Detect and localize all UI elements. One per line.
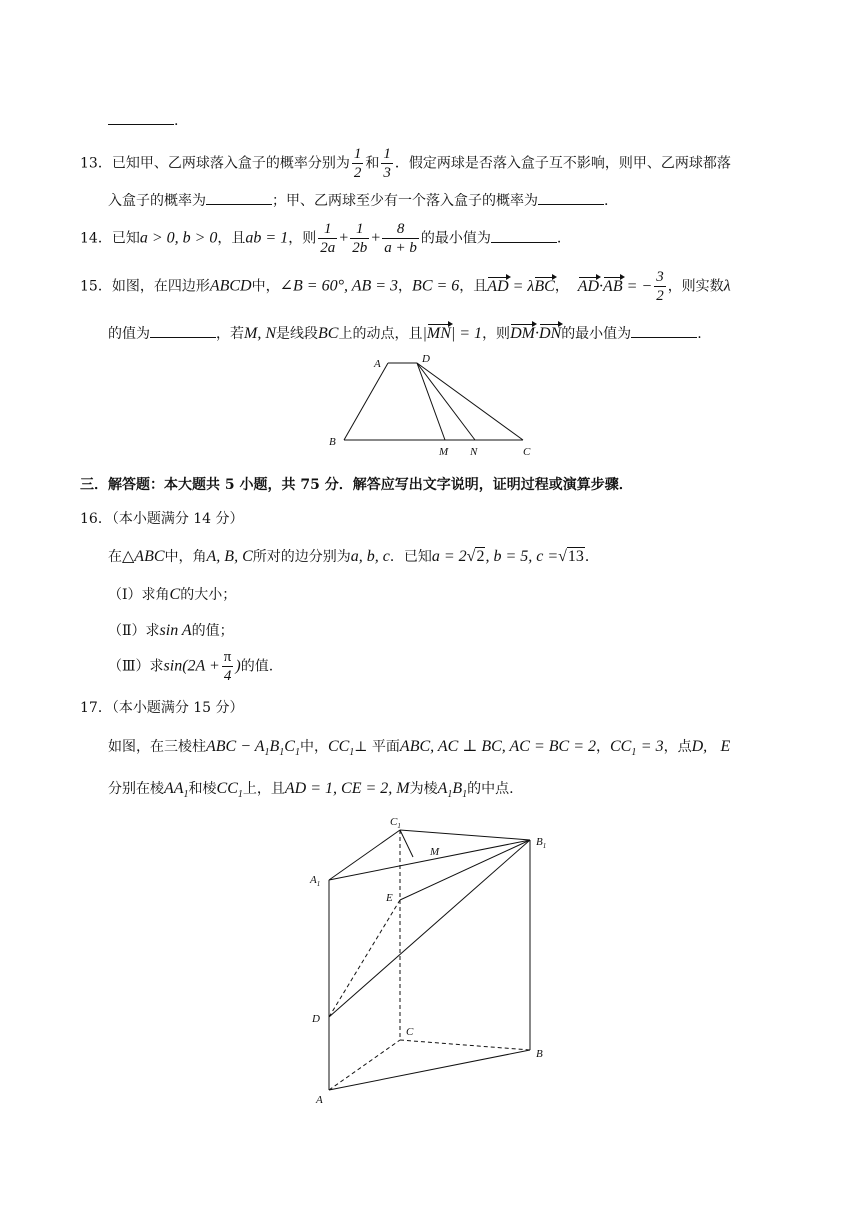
question-16-heading: 16．（本小题满分 14 分） (80, 511, 244, 527)
question-17-heading: 17．（本小题满分 15 分） (80, 700, 244, 716)
label-c: C (406, 1026, 414, 1038)
segment-dn (417, 363, 475, 440)
question-16-part-2: （Ⅱ）求sin A的值； (108, 622, 234, 639)
quadrilateral-figure (320, 350, 550, 460)
segment-ab (344, 363, 388, 440)
section-3-heading: 三．解答题：本大题共 5 小题，共 75 分．解答应写出文字说明，证明过程或演算步骤． (80, 477, 633, 493)
label-m: M (439, 446, 449, 458)
prism-figure (300, 805, 570, 1110)
question-17-line-2: 分别在棱$AA_1$和棱$CC_1$上，且AD = 1, CE = 2, M为棱$A_1B_1$的中点. (108, 780, 514, 801)
label-a: A (374, 358, 381, 370)
segment-db1 (329, 840, 530, 1017)
edge-c1b1 (400, 830, 530, 840)
segment-dm (417, 363, 445, 440)
fraction: $\frac{1}{2}$ (353, 146, 362, 181)
label-e: E (386, 892, 393, 904)
label-b1: $B_1$ (536, 836, 547, 850)
label-a1: $A_1$ (310, 874, 321, 888)
answer-blank-line: . (108, 112, 178, 129)
question-16-part-3: （Ⅲ）求sin(2A + $\frac{\pi}{4}$ )的值. (108, 649, 274, 684)
question-15-line-2: 的值为 ，若M, N是线段BC上的动点，且|MN| = 1，则DM·DN的最小值为 . (108, 325, 702, 342)
segment-dc (417, 363, 523, 440)
label-n: N (470, 446, 478, 458)
segment-eb1 (400, 840, 530, 900)
question-13-line-2: 入盒子的概率为 ；甲、乙两球至少有一个落入盒子的概率为 . (108, 193, 609, 209)
question-13-line-1: 13．已知甲、乙两球落入盒子的概率分别为 $\frac{1}{2}$ 和 $\frac{1}{3}$ ．假定两球是否落入盒子互不影响，则甲、乙两球都落 (80, 146, 731, 181)
label-d: D (422, 353, 430, 365)
question-17-line-1: 如图，在三棱柱ABC − $A_1B_1C_1$中，$CC_1\perp$ 平面ABC, AC ⊥ BC, AC = BC = 2，$CC_1 = 3$，点D, E (108, 738, 731, 759)
label-m: M (430, 846, 440, 858)
question-16-part-1: （Ⅰ）求角C的大小； (108, 586, 237, 603)
question-16-text: 在△ABC中，角A, B, C所对的边分别为a, b, c．已知a = 2√2, b = 5, c =√13． (108, 548, 599, 565)
edge-cb-hidden (400, 1040, 530, 1050)
edge-ab (329, 1050, 530, 1090)
label-c: C (523, 446, 531, 458)
label-b: B (536, 1048, 543, 1060)
question-14: 14．已知a > 0, b > 0，且ab = 1，则 $\frac{1}{2a}$ + $\frac{1}{2b}$ + $\frac{8}{a + b}$ 的最小值为 . (80, 221, 562, 256)
label-c1: $C_1$ (390, 816, 401, 830)
fraction: $\frac{1}{3}$ (383, 146, 391, 181)
segment-c1m (400, 830, 413, 857)
segment-de-hidden (329, 900, 400, 1017)
label-a: A (316, 1094, 323, 1106)
label-b: B (329, 436, 336, 448)
label-d: D (312, 1013, 320, 1025)
question-15-line-1: 15．如图，在四边形ABCD中，∠B = 60°, AB = 3，BC = 6，且AD = λBC， AD·AB = − $\frac{3}{2}$ ，则实数λ (80, 269, 731, 304)
